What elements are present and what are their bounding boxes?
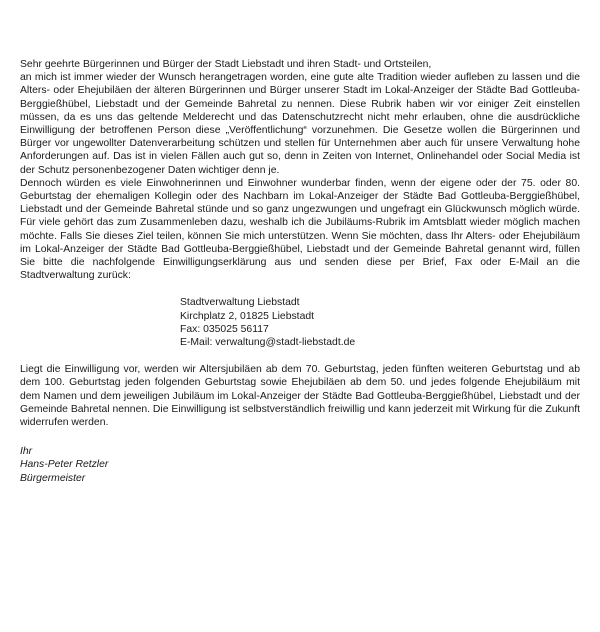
address-block [180,296,580,349]
paragraph-request: Dennoch würden es viele Einwohnerinnen und Einwohner wunderbar finden, wenn der eigene oder der 75. oder 80. Geburtstag der ehemaligen Kollegin oder des Nachbarn im Lokal-Anzeiger der Städte Bad Gottleuba-Berggießhübel, Liebstadt und der Gemeinde Bahretal stünde und so ganz ungezwungen und ungefragt ein Glückwunsch möglich würde. Für viele gehört das zum Zusammenleben dazu, weshalb ich die Jubiläums-Rubrik im Amtsblatt wieder möglich machen möchte. Falls Sie dieses Ziel teilen, können Sie mich unterstützen. Wenn Sie möchten, dass Ihr Alters- oder Ehejubiläum im Lokal-Anzeiger der Städte Bad Gottleuba-Berggießhübel, Liebstadt und der Gemeinde Bahretal genannt wird, füllen Sie bitte die nachfolgende Einwilligungserklärung aus und senden diese per Brief, Fax oder E-Mail an die Stadtverwaltung zurück: [20,177,580,282]
address-street: Kirchplatz 2, 01825 Liebstadt [180,310,315,322]
address-fax: Fax: 035025 56117 [180,323,269,335]
paragraph-consent: Liegt die Einwilligung vor, werden wir Altersjubiläen ab dem 70. Geburtstag, jeden fünften weiteren Geburtstag und ab dem 100. Geburtstag jeden folgenden Geburtstag sowie Ehejubiläen ab dem 50. und jedes folgende Ehejubiläum mit dem Namen und dem jeweiligen Jubiläum im Lokal-Anzeiger der Städte Bad Gottleuba-Berggießhübel, Liebstadt und der Gemeinde Bahretal nennen. Die Einwilligung ist selbstverständlich freiwillig und kann jederzeit mit Wirkung für die Zukunft widerrufen werden. [20,364,580,429]
salutation: Sehr geehrte Bürgerinnen und Bürger der Stadt Liebstadt und ihren Stadt- und Ortsteilen, [20,59,432,70]
closing-block [20,445,580,485]
signer-name: Hans-Peter Retzler [20,459,109,471]
letter-body [20,58,580,485]
closing-greeting: Ihr [20,446,33,458]
address-email: E-Mail: verwaltung@stadt-liebstadt.de [180,337,356,349]
spacer [20,282,580,296]
paragraph-intro: an mich ist immer wieder der Wunsch herangetragen worden, eine gute alte Tradition wieder aufleben zu lassen und die Alters- oder Ehejubiläen der älteren Bürgerinnen und Bürger unserer Stadt im Lokal-Anzeiger der Städte Bad Gottleuba-Berggießhübel, Liebstadt und der Gemeinde Bahretal zu nennen. Diese Rubrik haben wir vor einiger Zeit einstellen müssen, da es uns das geltende Melderecht und das Datenschutzrecht nicht mehr erlauben, ohne die ausdrückliche Einwilligung der betroffenen Person diese „Veröffentlichung“ vorzunehmen. Die Gesetze wollen die Bürgerinnen und Bürger vor ungewollter Datenverarbeitung schützen und stellen für Unternehmen aber auch für unsere Verwaltung hohe Anforderungen auf. Das ist in vielen Fällen auch gut so, denn in Zeiten von Internet, Onlinehandel oder Social Media ist der Schutz personenbezogener Daten wichtiger denn je. [20,72,580,176]
address-name: Stadtverwaltung Liebstadt [180,297,300,309]
signer-title: Bürgermeister [20,472,86,484]
